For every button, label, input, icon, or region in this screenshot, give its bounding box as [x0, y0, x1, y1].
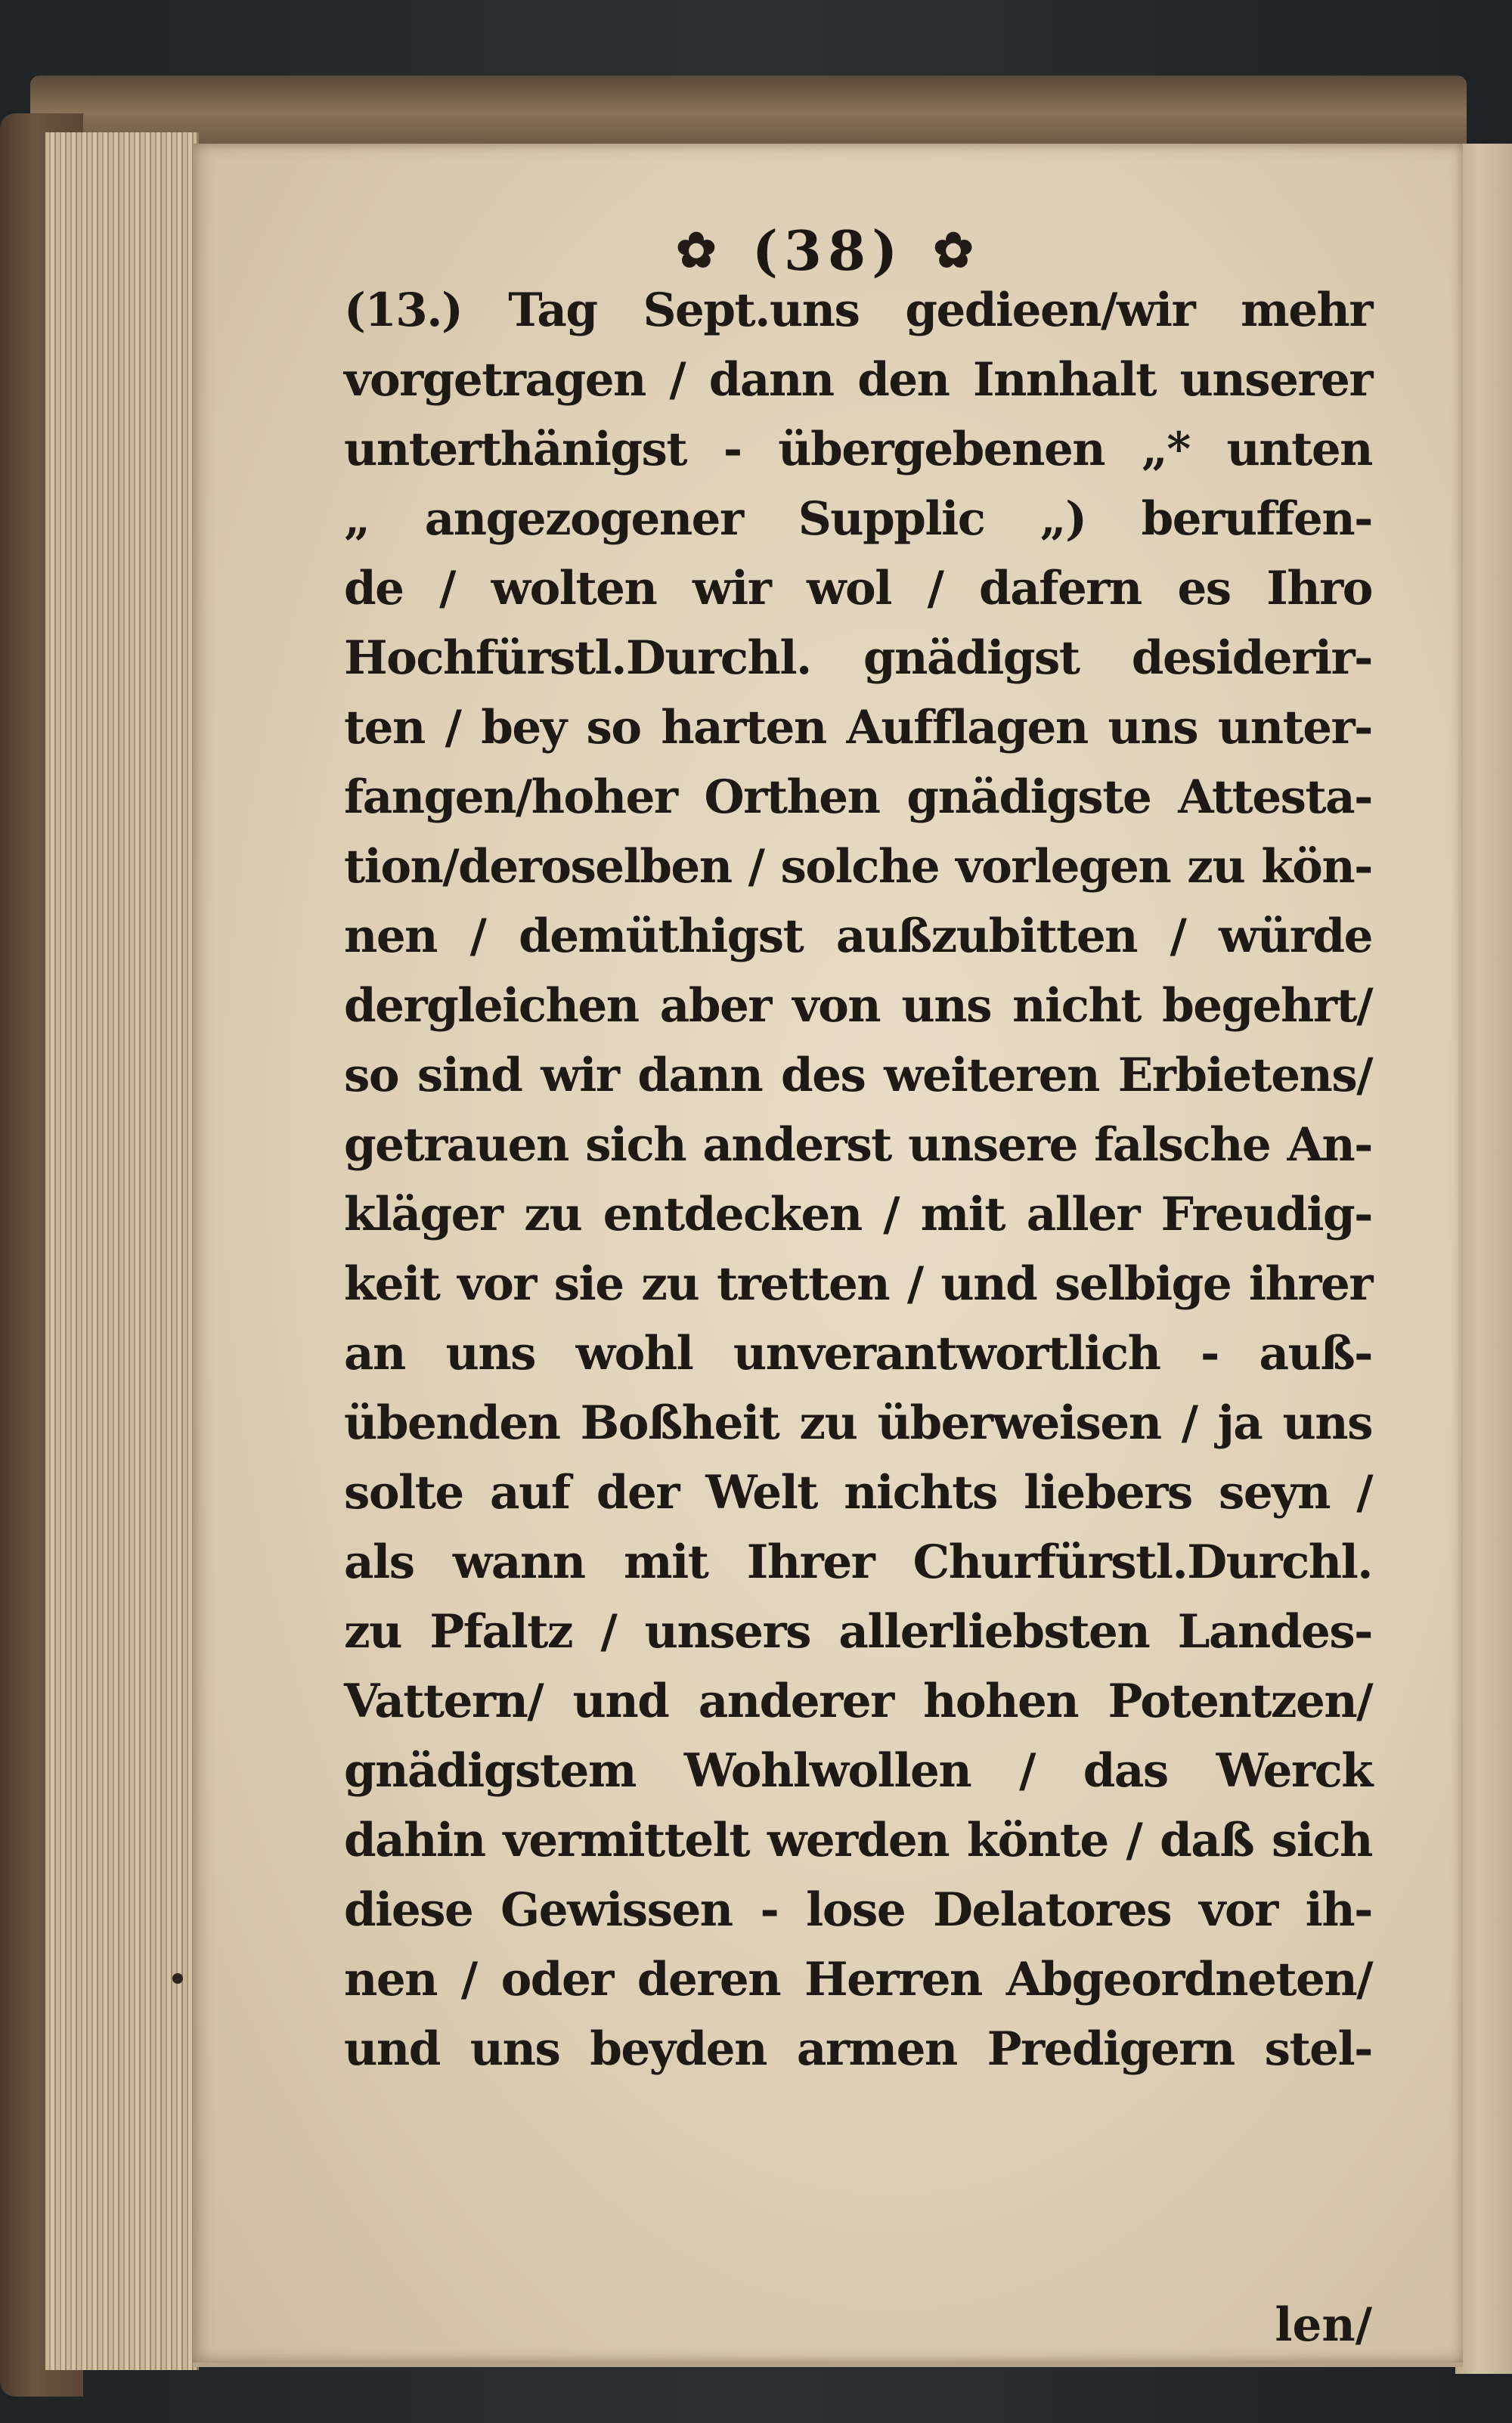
text-line: und uns beyden armen Predigern stel- — [344, 2022, 1372, 2076]
text-line: gnädigstem Wohlwollen / das Werck — [344, 1744, 1372, 1798]
text-line: Hochfürstl.Durchl. gnädigst desiderir- — [344, 631, 1372, 685]
book-cover-top — [30, 76, 1467, 144]
text-line: solte auf der Welt nichts liebers seyn / — [344, 1466, 1372, 1520]
text-line: de / wolten wir wol / dafern es Ihro — [344, 562, 1372, 615]
catchword: len/ — [1275, 2298, 1372, 2352]
text-line: keit vor sie zu tretten / und selbige ihrer — [344, 1257, 1372, 1311]
running-head — [193, 213, 1463, 283]
text-line: zu Pfaltz / unsers allerliebsten Landes- — [344, 1605, 1372, 1659]
text-line: als wann mit Ihrer Churfürstl.Durchl. — [344, 1535, 1372, 1589]
text-line: übenden Boßheit zu überweisen / ja uns — [344, 1396, 1372, 1450]
text-line: getrauen sich anderst unsere falsche An- — [344, 1118, 1372, 1172]
text-line: kläger zu entdecken / mit aller Freudig- — [344, 1188, 1372, 1241]
page-edges — [45, 132, 199, 2370]
page-number: (38) — [751, 218, 904, 283]
text-line: diese Gewissen - lose Delatores vor ih- — [344, 1883, 1372, 1937]
text-line: dergleichen aber von uns nicht begehrt/ — [344, 979, 1372, 1033]
text-line: so sind wir dann des weiteren Erbietens/ — [344, 1049, 1372, 1102]
text-line: Vattern/ und anderer hohen Potentzen/ — [344, 1675, 1372, 1728]
text-line: tion/deroselben / solche vorlegen zu kön- — [344, 840, 1372, 894]
text-line: (13.) Tag Sept.uns gedieen/wir mehr — [344, 284, 1372, 337]
text-line: unterthänigst - übergebenen „* unten — [344, 423, 1372, 476]
text-line: dahin vermittelt werden könte / daß sich — [344, 1814, 1372, 1867]
margin-mark — [172, 1973, 183, 1984]
body-text — [344, 276, 1372, 2084]
text-line: fangen/hoher Orthen gnädigste Attesta- — [344, 770, 1372, 824]
text-line: nen / oder deren Herren Abgeordneten/ — [344, 1953, 1372, 2006]
text-line: nen / demüthigst außzubitten / würde — [344, 909, 1372, 963]
flower-ornament-icon: ✿ — [933, 222, 980, 279]
flower-ornament-icon: ✿ — [676, 222, 723, 279]
text-line: vorgetragen / dann den Innhalt unserer — [344, 353, 1372, 407]
book-page — [193, 144, 1463, 2367]
text-line: an uns wohl unverantwortlich - auß- — [344, 1327, 1372, 1380]
adjacent-page-edge — [1455, 144, 1512, 2374]
text-line: ten / bey so harten Aufflagen uns unter- — [344, 701, 1372, 754]
text-line: „ angezogener Supplic „) beruffen- — [344, 492, 1372, 546]
